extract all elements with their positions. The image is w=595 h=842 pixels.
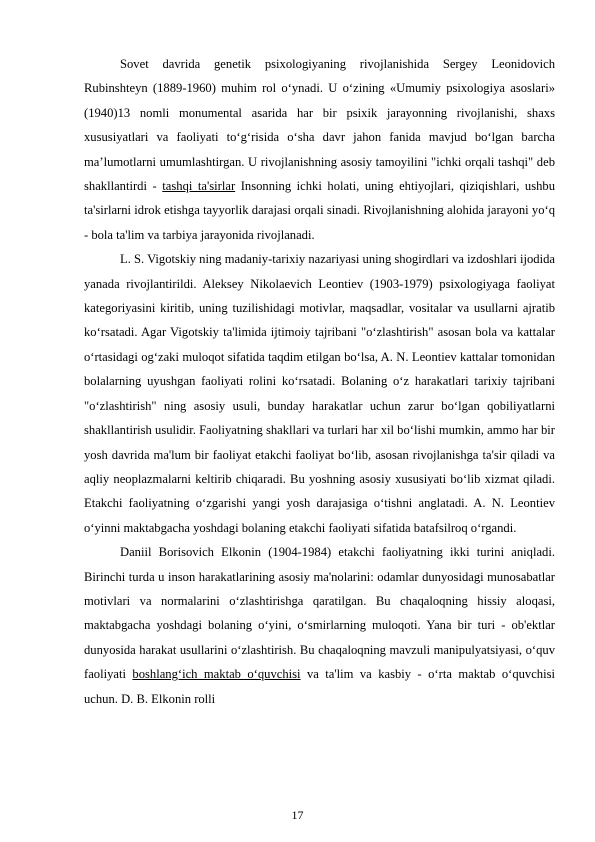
document-body [84, 52, 555, 711]
paragraph-text: L. S. Vigotskiy ning madaniy-tarixiy nazariyasi uning shogirdlari va izdoshlari ijodida yanada rivojlantirildi. Aleksey Nikolaevich Leontiev (1903-1979) psixologiyaga faoliyat kategoriyasini kiritib, uning tuzilishidagi motivlar, maqsadlar, vositalar va usullarni ajratib ko‘rsatadi. Agar Vigotskiy ta'limida ijtimoiy tajribani "o‘zlashtirish" asosan bola va kattalar o‘rtasidagi og‘zaki muloqot sifatida taqdim etilgan bo‘lsa, A. N. Leontiev kattalar tomonidan bolalarning uyushgan faoliyati rolini ko‘rsatadi. Bolaning o‘z harakatlari tarixiy tajribani "o‘zlashtirish" ning asosiy usuli, bunday harakatlar uchun zarur bo‘lgan qobiliyatlarni shakllantirish usulidir. Faoliyatning shakllari va turlari har xil bo‘lishi mumkin, ammo har bir yosh davrida ma'lum bir faoliyat etakchi faoliyat bo‘lib, asosan rivojlanishga ta'sir qiladi va aqliy neoplazmalarni keltirib chiqaradi. Bu yoshning asosiy xususiyati bo‘lib xizmat qiladi. Etakchi faoliyatning o‘zgarishi yangi yosh darajasiga o‘tishni anglatadi. A. N. Leontiev o‘yinni maktabgacha yoshdagi bolaning etakchi faoliyati sifatida batafsilroq o‘rgandi. [84, 252, 555, 535]
paragraph-rubinshteyn [84, 52, 555, 247]
paragraph-text: Sovet davrida genetik psixologiyaning rivojlanishida Sergey Leonidovich Rubinshteyn (1889-1960) muhim rol o‘ynadi. U o‘zining «Umumiy psixologiya asoslari» (1940)13 nomli monumental asarida har bir psixik jarayonning rivojlanishi, shaxs xususiyatlari va faoliyati to‘g‘risida o‘sha davr jahon fanida mavjud bo‘lgan barcha ma’lumotlarni umumlashtirgan. U rivojlanishning asosiy tamoyilini "ichki orqali tashqi" deb shakllantirdi - [84, 57, 555, 194]
paragraph-text: Insonning ichki holati, uning ehtiyojlari, qiziqishlari, ushbu ta'sirlarni idrok etishga tayyorlik darajasi orqali sinadi. Rivojlanishning alohida jarayoni yo‘q - bola ta'lim va tarbiya jarayonida rivojlanadi. [84, 179, 555, 242]
paragraph-text: Daniil Borisovich Elkonin (1904-1984) etakchi faoliyatning ikki turini aniqladi. Birinchi turda u inson harakatlarining asosiy ma'nolarini: odamlar dunyosidagi munosabatlar motivlari va normalarini o‘zlashtirishga qaratilgan. Bu chaqaloqning hissiy aloqasi, maktabgacha yoshdagi bolaning o‘yini, o‘smirlarning muloqoti. Yana bir turi - ob'ektlar dunyosida harakat usullarini o‘zlashtirish. Bu chaqaloqning mavzuli manipulyatsiyasi, o‘quv faoliyati [84, 545, 555, 682]
hyperlink-tashqi-tasirlar[interactable]: tashqi ta'sirlar [162, 179, 236, 194]
hyperlink-boshlangich-maktab[interactable]: boshlang‘ich maktab o‘quvchisi [132, 667, 301, 682]
page-number: 17 [291, 808, 304, 822]
paragraph-leontiev [84, 247, 555, 540]
paragraph-text: va ta'lim va kasbiy - o‘rta maktab o‘quvchisi uchun. D. B. Elkonin rolli [84, 667, 555, 706]
paragraph-elkonin [84, 540, 555, 711]
